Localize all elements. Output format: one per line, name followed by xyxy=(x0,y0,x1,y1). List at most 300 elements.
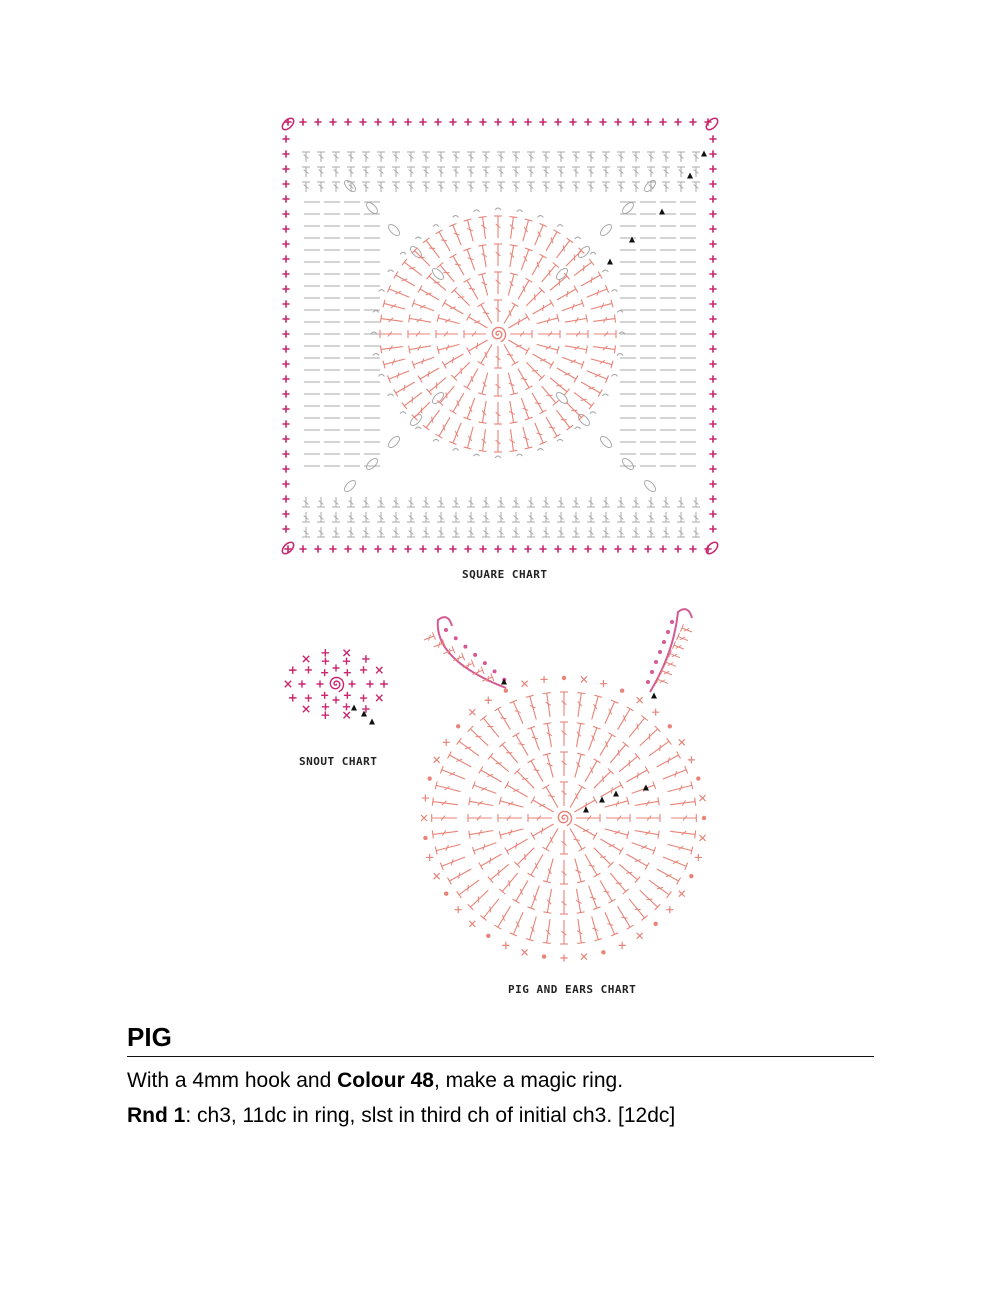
ear-slst-dot xyxy=(463,645,467,649)
border-sc-stitch xyxy=(599,545,606,552)
border-sc-stitch xyxy=(709,210,716,217)
slst-dot xyxy=(562,676,566,680)
dc-stitch-top xyxy=(436,434,443,438)
dc-stitch-top xyxy=(478,361,485,365)
dc-stitch-top xyxy=(554,230,561,234)
dc-stitch xyxy=(490,756,508,771)
chain-loop xyxy=(433,439,439,441)
dc-stitch-bar xyxy=(441,240,447,241)
slst-dot xyxy=(601,950,605,954)
dc-stitch xyxy=(562,357,583,365)
pig-and-ears-chart-caption: PIG AND EARS CHART xyxy=(508,983,637,996)
sc-stitch xyxy=(700,835,706,841)
dc-stitch-top xyxy=(667,891,672,897)
sc-stitch xyxy=(321,692,328,699)
square-chart-stitches xyxy=(280,116,720,556)
dc-stitch-top xyxy=(423,238,429,243)
dc-stitch xyxy=(481,344,492,363)
dc-stitch xyxy=(610,873,625,891)
border-sc-stitch xyxy=(709,360,716,367)
sc-stitch xyxy=(619,942,626,949)
dc-stitch xyxy=(502,873,517,891)
round-instruction-paragraph xyxy=(127,1104,675,1128)
dc-stitch xyxy=(469,340,488,351)
dc-stitch xyxy=(508,317,527,328)
border-sc-stitch xyxy=(644,545,651,552)
dc-stitch xyxy=(533,800,554,812)
border-sc-stitch xyxy=(709,330,716,337)
border-sc-stitch xyxy=(449,118,456,125)
chain-loop xyxy=(602,270,608,272)
dc-stitch xyxy=(442,770,465,779)
border-sc-stitch xyxy=(709,225,716,232)
chain-loop xyxy=(453,449,459,451)
dc-stitch xyxy=(562,303,583,311)
dc-stitch xyxy=(384,303,405,309)
border-sc-stitch xyxy=(709,150,716,157)
dc-stitch xyxy=(502,744,517,762)
dc-stitch-bar xyxy=(621,917,627,918)
dc-stitch-bar xyxy=(556,385,562,386)
sc-stitch xyxy=(322,658,329,665)
dc-stitch xyxy=(619,756,637,771)
dc-stitch-bar xyxy=(522,779,528,780)
sc-stitch xyxy=(343,703,350,710)
dc-stitch xyxy=(556,410,569,427)
dc-stitch-bar xyxy=(581,399,587,400)
dc-stitch xyxy=(570,787,582,808)
dc-stitch-top xyxy=(589,259,594,265)
dc-stitch-bar xyxy=(535,294,536,300)
sc-stitch xyxy=(322,711,330,719)
dc-stitch xyxy=(449,869,471,881)
dc-stitch-top xyxy=(641,716,647,721)
sc-stitch xyxy=(581,954,587,960)
instruction-text: With a 4mm hook and xyxy=(127,1069,338,1092)
dc-stitch-top xyxy=(525,314,529,321)
dc-stitch xyxy=(533,824,554,836)
border-sc-stitch xyxy=(374,118,381,125)
dc-stitch-top xyxy=(478,422,486,423)
border-sc-stitch xyxy=(282,285,289,292)
pig-and-ears-chart xyxy=(398,600,734,970)
start-marker xyxy=(687,173,693,179)
dc-stitch xyxy=(566,251,582,267)
border-sc-stitch xyxy=(282,315,289,322)
chain-stitch xyxy=(599,223,614,238)
dc-stitch xyxy=(444,354,463,365)
instruction-paragraph xyxy=(127,1069,623,1093)
dc-stitch-top xyxy=(418,286,422,293)
border-sc-stitch xyxy=(282,510,289,517)
sc-stitch xyxy=(362,655,370,663)
dc-stitch-top xyxy=(577,912,585,913)
border-sc-stitch xyxy=(282,525,289,532)
ear-slst-dot xyxy=(650,670,654,674)
dc-stitch xyxy=(626,854,647,866)
sc-stitch xyxy=(343,712,349,718)
section-divider xyxy=(127,1056,874,1057)
dc-stitch xyxy=(600,735,612,756)
dc-stitch-bar xyxy=(418,257,424,258)
border-sc-stitch xyxy=(689,118,696,125)
dc-stitch-top xyxy=(667,738,672,744)
dc-stitch-bar xyxy=(409,268,415,269)
dc-stitch-top xyxy=(442,362,446,369)
border-sc-stitch xyxy=(282,495,289,502)
dc-stitch xyxy=(629,899,644,918)
dc-stitch xyxy=(589,886,597,909)
dc-stitch-bar xyxy=(604,891,610,892)
sc-stitch xyxy=(344,692,351,699)
sc-stitch xyxy=(360,695,367,702)
dc-stitch xyxy=(574,392,591,405)
dc-stitch xyxy=(523,220,529,241)
dc-stitch xyxy=(467,369,478,388)
start-marker xyxy=(651,693,657,699)
dc-stitch xyxy=(557,289,576,300)
sc-stitch xyxy=(666,906,673,913)
dc-stitch xyxy=(439,232,450,251)
dc-stitch-top xyxy=(494,707,501,711)
chain-loop xyxy=(453,215,459,217)
chain-loop xyxy=(388,270,394,272)
dc-stitch xyxy=(426,240,439,257)
dc-stitch xyxy=(513,702,523,724)
dc-stitch-top xyxy=(593,833,597,840)
ear-slst-dot xyxy=(670,620,674,624)
dc-stitch-bar xyxy=(543,305,544,311)
dc-stitch xyxy=(594,771,611,788)
sc-stitch xyxy=(289,694,297,702)
border-sc-stitch xyxy=(374,545,381,552)
dc-stitch-top xyxy=(510,245,518,246)
sc-stitch xyxy=(305,695,312,702)
dc-stitch xyxy=(490,864,508,879)
dc-stitch xyxy=(438,318,459,324)
border-sc-stitch xyxy=(359,545,366,552)
dc-stitch xyxy=(537,344,558,350)
dc-stitch xyxy=(657,755,679,767)
dc-stitch xyxy=(581,382,600,393)
border-sc-stitch xyxy=(282,240,289,247)
border-sc-stitch xyxy=(674,545,681,552)
sc-stitch xyxy=(679,891,685,897)
snout-chart xyxy=(270,638,402,730)
border-sc-stitch xyxy=(709,450,716,457)
dc-stitch xyxy=(535,423,543,443)
dc-stitch-top xyxy=(589,403,594,409)
ear-slst-dot xyxy=(473,653,477,657)
sc-stitch xyxy=(695,854,702,861)
border-sc-stitch xyxy=(282,270,289,277)
dc-stitch-top xyxy=(505,782,509,789)
dc-stitch-top xyxy=(494,925,501,929)
border-sc-stitch xyxy=(329,545,336,552)
chain-stitch xyxy=(387,435,402,450)
sc-stitch xyxy=(362,705,370,713)
slst-dot xyxy=(689,874,693,878)
dc-stitch-bar xyxy=(589,865,595,866)
sc-stitch xyxy=(600,680,607,687)
dc-stitch-bar xyxy=(432,417,433,423)
border-sc-stitch xyxy=(709,420,716,427)
start-marker xyxy=(583,807,589,813)
dc-stitch-top xyxy=(432,830,433,838)
border-sc-stitch xyxy=(709,510,716,517)
sc-stitch xyxy=(322,703,329,710)
sc-stitch xyxy=(443,739,450,746)
chain-loop xyxy=(373,354,379,356)
dc-stitch-top xyxy=(457,738,462,744)
dc-stitch xyxy=(389,371,409,379)
sc-stitch xyxy=(349,681,356,688)
dc-stitch-top xyxy=(526,386,533,390)
border-sc-stitch xyxy=(464,545,471,552)
border-sc-stitch xyxy=(709,165,716,172)
sc-stitch xyxy=(560,954,567,961)
sc-stitch xyxy=(298,680,305,687)
chain-loop xyxy=(415,237,421,239)
chain-loop xyxy=(617,354,623,356)
ear-slst-dot xyxy=(454,636,458,640)
dc-stitch xyxy=(518,369,529,388)
dc-stitch xyxy=(587,371,607,379)
slst-dot xyxy=(620,688,624,692)
border-sc-stitch xyxy=(524,545,531,552)
dc-stitch-top xyxy=(510,422,518,423)
border-sc-stitch xyxy=(709,405,716,412)
dc-stitch-top xyxy=(423,425,429,430)
chain-loop xyxy=(373,310,379,312)
dc-stitch xyxy=(663,770,686,779)
dc-stitch xyxy=(498,709,511,730)
chain-loop xyxy=(517,210,523,212)
chain-stitch xyxy=(621,201,636,216)
sc-stitch xyxy=(321,669,328,676)
dc-stitch-top xyxy=(695,798,696,806)
dc-stitch xyxy=(498,906,511,927)
dc-stitch xyxy=(481,770,502,782)
slst-dot xyxy=(504,688,508,692)
dc-stitch xyxy=(546,828,558,849)
dc-stitch xyxy=(429,378,446,392)
chain-loop xyxy=(557,439,563,441)
dc-stitch xyxy=(600,839,621,851)
dc-stitch-bar xyxy=(490,858,491,864)
dc-stitch xyxy=(459,741,479,756)
dc-stitch xyxy=(470,729,488,746)
dc-stitch xyxy=(550,378,567,392)
dc-stitch xyxy=(517,771,534,788)
slst-dot xyxy=(423,836,427,840)
dc-stitch xyxy=(483,718,498,737)
chain-loop xyxy=(400,252,406,254)
dc-stitch-top xyxy=(543,942,551,943)
sc-stitch xyxy=(540,676,547,683)
border-sc-stitch xyxy=(282,360,289,367)
sc-stitch xyxy=(366,680,373,687)
dc-stitch-top xyxy=(380,345,381,353)
dc-stitch-bar xyxy=(548,796,554,797)
border-sc-stitch xyxy=(282,480,289,487)
dc-stitch xyxy=(518,280,529,299)
chain-stitch xyxy=(365,457,380,472)
dc-stitch xyxy=(591,359,612,365)
dc-stitch xyxy=(589,728,597,751)
dc-stitch xyxy=(516,735,528,756)
start-marker xyxy=(607,259,613,265)
dc-stitch-bar xyxy=(428,371,429,377)
border-sc-stitch xyxy=(614,118,621,125)
dc-stitch xyxy=(459,880,479,895)
dc-stitch xyxy=(442,857,465,866)
round-instruction-text: : ch3, 11dc in ring, slst in third ch of initial ch3. [12dc] xyxy=(185,1104,676,1127)
chain-loop xyxy=(612,290,618,292)
dc-stitch xyxy=(453,423,461,443)
dc-stitch-top xyxy=(457,891,462,897)
dc-stitch-bar xyxy=(600,857,606,858)
border-sc-stitch xyxy=(709,525,716,532)
dc-stitch-top xyxy=(467,314,471,321)
dc-stitch xyxy=(440,386,454,403)
dc-stitch-bar xyxy=(574,254,575,260)
dc-stitch-top xyxy=(531,797,535,804)
dc-stitch-top xyxy=(478,303,485,307)
dc-stitch xyxy=(610,744,625,762)
dc-stitch-bar xyxy=(626,872,632,873)
dc-stitch-top xyxy=(695,830,696,838)
sc-stitch xyxy=(637,933,643,939)
dc-stitch-bar xyxy=(516,843,517,849)
dc-stitch xyxy=(594,848,611,865)
start-marker xyxy=(351,705,357,711)
dc-stitch xyxy=(542,265,556,282)
dc-stitch-bar xyxy=(574,839,580,840)
ear-slst-dot xyxy=(654,660,658,664)
border-sc-stitch xyxy=(629,545,636,552)
dc-stitch xyxy=(626,770,647,782)
dc-stitch-bar xyxy=(446,392,447,398)
dc-stitch xyxy=(474,785,497,793)
ear-slst-dot xyxy=(658,650,662,654)
sc-stitch xyxy=(581,676,587,682)
border-sc-stitch xyxy=(479,545,486,552)
border-sc-stitch xyxy=(494,118,501,125)
dc-stitch-top xyxy=(579,847,586,851)
snout-chart-stitches xyxy=(285,649,388,724)
dc-stitch xyxy=(517,848,534,865)
dc-stitch-top xyxy=(447,877,451,884)
ear-slst-dot xyxy=(662,640,666,644)
sc-stitch xyxy=(322,649,330,657)
dc-stitch-top xyxy=(543,785,550,789)
sc-stitch xyxy=(422,794,429,801)
border-sc-stitch xyxy=(709,375,716,382)
border-sc-stitch xyxy=(404,118,411,125)
dc-stitch-top xyxy=(464,386,471,390)
dc-stitch xyxy=(413,357,434,365)
border-sc-stitch xyxy=(389,118,396,125)
border-sc-stitch xyxy=(329,118,336,125)
chain-loop xyxy=(575,237,581,239)
chain-stitch xyxy=(599,435,614,450)
dc-stitch-top xyxy=(645,863,649,870)
dc-stitch xyxy=(513,912,523,934)
sc-stitch xyxy=(637,697,643,703)
chain-stitch xyxy=(409,413,424,428)
chain-loop xyxy=(612,374,618,376)
dc-stitch xyxy=(454,290,470,306)
dc-stitch xyxy=(547,859,553,882)
dc-stitch xyxy=(516,880,528,901)
slst-dot xyxy=(696,776,700,780)
border-sc-stitch xyxy=(494,545,501,552)
sc-stitch xyxy=(380,680,388,688)
dc-stitch-bar xyxy=(646,899,652,900)
magic-ring xyxy=(558,811,571,825)
round-label: Rnd 1 xyxy=(127,1104,186,1127)
dc-stitch-top xyxy=(567,425,573,430)
start-marker xyxy=(629,237,635,243)
dc-stitch-top xyxy=(554,434,561,438)
dc-stitch-top xyxy=(658,797,659,805)
dc-stitch xyxy=(404,262,421,275)
border-sc-stitch xyxy=(709,300,716,307)
dc-stitch-top xyxy=(574,286,578,293)
dc-stitch xyxy=(454,362,470,378)
dc-stitch-top xyxy=(577,723,585,724)
dc-stitch-top xyxy=(627,925,634,929)
dc-stitch xyxy=(420,289,439,300)
dc-stitch xyxy=(640,890,658,907)
dc-stitch xyxy=(605,829,628,835)
dc-stitch xyxy=(467,398,475,419)
dc-stitch-bar xyxy=(603,776,604,782)
border-sc-stitch xyxy=(449,545,456,552)
start-marker xyxy=(659,209,665,215)
border-sc-stitch xyxy=(344,118,351,125)
dc-stitch-bar xyxy=(477,343,478,349)
dc-stitch-top xyxy=(609,899,616,903)
magic-ring xyxy=(492,327,505,341)
dc-stitch-top xyxy=(409,346,410,354)
dc-stitch-top xyxy=(614,315,615,323)
dc-stitch-top xyxy=(442,300,446,307)
border-sc-stitch xyxy=(709,495,716,502)
sc-stitch xyxy=(303,706,309,712)
border-sc-stitch xyxy=(614,545,621,552)
border-sc-stitch xyxy=(419,118,426,125)
start-marker xyxy=(613,791,619,797)
dc-stitch-top xyxy=(598,390,602,397)
dc-stitch xyxy=(587,289,607,297)
dc-stitch-top xyxy=(479,767,483,774)
border-sc-stitch xyxy=(709,345,716,352)
dc-stitch-top xyxy=(467,348,471,355)
sc-stitch xyxy=(455,906,462,913)
dc-stitch-bar xyxy=(459,873,460,879)
sc-stitch xyxy=(502,942,509,949)
chain-stitch xyxy=(365,201,380,216)
border-sc-stitch xyxy=(709,135,716,142)
dc-stitch-bar xyxy=(500,718,506,719)
dc-stitch xyxy=(663,857,686,866)
dc-stitch xyxy=(581,275,600,286)
dc-stitch-top xyxy=(479,216,487,217)
sc-stitch xyxy=(285,681,291,687)
chain-loop xyxy=(495,456,501,458)
